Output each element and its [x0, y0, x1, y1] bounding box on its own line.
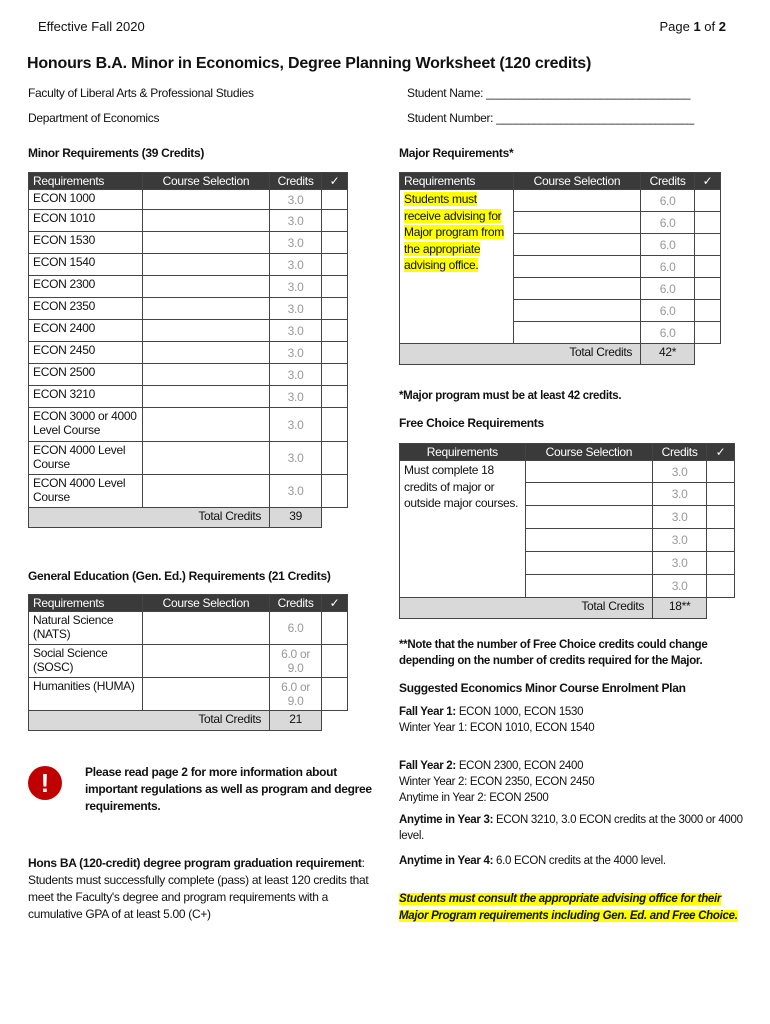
- check-cell[interactable]: [695, 190, 721, 212]
- graduation-text: Students must successfully complete (pass) at least 120 credits that meet the Faculty's degree and program requirements with a cumulative GPA of at least 5.00 (C+): [28, 873, 369, 921]
- credits: 6.0: [641, 190, 695, 212]
- course-selection-cell[interactable]: [525, 529, 652, 552]
- course-selection-cell[interactable]: [142, 190, 269, 210]
- total-label: Total Credits: [29, 711, 270, 731]
- course-selection-cell[interactable]: [513, 212, 640, 234]
- course-selection-cell[interactable]: [513, 278, 640, 300]
- credits: 3.0: [270, 210, 322, 232]
- course-selection-cell[interactable]: [513, 234, 640, 256]
- course-selection-cell[interactable]: [513, 190, 640, 212]
- check-cell[interactable]: [322, 254, 348, 276]
- credits: 6.0: [641, 234, 695, 256]
- table-row: [29, 342, 348, 364]
- req: Social Science (SOSC): [29, 645, 143, 678]
- check-cell[interactable]: [695, 256, 721, 278]
- check-cell[interactable]: [707, 529, 735, 552]
- course-selection-cell[interactable]: [142, 678, 269, 711]
- col-course-selection: Course Selection: [525, 444, 652, 461]
- course-selection-cell[interactable]: [142, 342, 269, 364]
- credits: 6.0: [641, 256, 695, 278]
- plan-year3: Anytime in Year 3: ECON 3210, 3.0 ECON credits at the 3000 or 4000 level.: [399, 814, 743, 842]
- table-row: [29, 276, 348, 298]
- check-cell[interactable]: [707, 552, 735, 575]
- total-label: Total Credits: [400, 598, 653, 619]
- check-cell[interactable]: [322, 612, 348, 645]
- table-header: [29, 595, 348, 612]
- table-header: [29, 173, 348, 190]
- table-row: [29, 386, 348, 408]
- page-title: Honours B.A. Minor in Economics, Degree Planning Worksheet (120 credits): [27, 55, 592, 72]
- course-selection-cell[interactable]: [525, 483, 652, 506]
- table-row: [29, 364, 348, 386]
- plan-year4: Anytime in Year 4: 6.0 ECON credits at the 4000 level.: [399, 855, 666, 867]
- credits: 3.0: [270, 386, 322, 408]
- credits: 3.0: [270, 364, 322, 386]
- check-cell[interactable]: [707, 506, 735, 529]
- page-number: Page 1 of 2: [659, 19, 726, 34]
- req: ECON 1530: [29, 232, 143, 254]
- col-credits: Credits: [641, 173, 695, 190]
- col-requirements: Requirements: [400, 444, 526, 461]
- minor-table: [28, 172, 348, 528]
- req: ECON 4000 Level Course: [29, 475, 143, 508]
- course-selection-cell[interactable]: [525, 552, 652, 575]
- course-selection-cell[interactable]: [142, 442, 269, 475]
- check-cell[interactable]: [322, 190, 348, 210]
- credits: 3.0: [653, 506, 707, 529]
- req: ECON 2400: [29, 320, 143, 342]
- check-cell[interactable]: [322, 232, 348, 254]
- table-row: [29, 475, 348, 508]
- credits: 6.0: [641, 300, 695, 322]
- credits: 3.0: [270, 342, 322, 364]
- col-credits: Credits: [270, 595, 322, 612]
- credits: 3.0: [270, 408, 322, 442]
- check-cell[interactable]: [695, 234, 721, 256]
- major-note: *Major program must be at least 42 credits.: [399, 390, 622, 402]
- course-selection-cell[interactable]: [525, 575, 652, 598]
- table-row: [29, 190, 348, 210]
- req: ECON 1010: [29, 210, 143, 232]
- credits: 3.0: [270, 232, 322, 254]
- alert-icon: !: [28, 766, 62, 800]
- total-value: 42*: [641, 344, 695, 365]
- total-label: Total Credits: [400, 344, 641, 365]
- check-cell[interactable]: [695, 278, 721, 300]
- col-course-selection: Course Selection: [513, 173, 640, 190]
- credits: 3.0: [270, 254, 322, 276]
- plan-heading: Suggested Economics Minor Course Enrolment Plan: [399, 681, 686, 695]
- check-cell[interactable]: [707, 483, 735, 506]
- col-requirements: Requirements: [29, 595, 143, 612]
- total-row: [400, 344, 721, 365]
- total-row: [29, 711, 348, 731]
- col-course-selection: Course Selection: [142, 595, 269, 612]
- major-heading: Major Requirements*: [399, 146, 514, 160]
- gened-heading: General Education (Gen. Ed.) Requirements (21 Credits): [28, 569, 331, 583]
- faculty: Faculty of Liberal Arts & Professional Studies: [28, 86, 254, 100]
- credits: 3.0: [653, 529, 707, 552]
- check-cell[interactable]: [695, 212, 721, 234]
- check-cell[interactable]: [322, 386, 348, 408]
- course-selection-cell[interactable]: [513, 300, 640, 322]
- req: ECON 3210: [29, 386, 143, 408]
- table-row: [29, 612, 348, 645]
- checkmark-icon: ✓: [707, 444, 735, 461]
- credits: 3.0: [270, 320, 322, 342]
- check-cell[interactable]: [695, 300, 721, 322]
- course-selection-cell[interactable]: [142, 254, 269, 276]
- free-choice-heading: Free Choice Requirements: [399, 416, 544, 430]
- total-label: Total Credits: [29, 508, 270, 528]
- req: ECON 3000 or 4000 Level Course: [29, 408, 143, 442]
- course-selection-cell[interactable]: [513, 256, 640, 278]
- check-cell[interactable]: [322, 678, 348, 711]
- check-cell[interactable]: [322, 364, 348, 386]
- graduation-title: Hons BA (120-credit) degree program graduation requirement: [28, 856, 362, 870]
- req: ECON 2300: [29, 276, 143, 298]
- table-header: [400, 173, 721, 190]
- req: ECON 1540: [29, 254, 143, 276]
- table-row: [29, 678, 348, 711]
- req: Natural Science (NATS): [29, 612, 143, 645]
- req: ECON 2450: [29, 342, 143, 364]
- major-table: [399, 172, 721, 365]
- free-choice-advice: Must complete 18 credits of major or outside major courses.: [400, 461, 526, 598]
- credits: 6.0: [641, 322, 695, 344]
- course-selection-cell[interactable]: [142, 320, 269, 342]
- check-cell[interactable]: [707, 461, 735, 483]
- col-requirements: Requirements: [29, 173, 143, 190]
- course-selection-cell[interactable]: [525, 506, 652, 529]
- alert-text: Please read page 2 for more information about important regulations as well as program and degree requirements.: [85, 765, 372, 813]
- credits: 6.0 or 9.0: [270, 678, 322, 711]
- gened-table: [28, 594, 348, 731]
- course-selection-cell[interactable]: [513, 322, 640, 344]
- major-advice-cell: [400, 190, 514, 344]
- col-credits: Credits: [270, 173, 322, 190]
- plan-year1: Fall Year 1: ECON 1000, ECON 1530 Winter Year 1: ECON 1010, ECON 1540: [399, 706, 595, 734]
- req: ECON 2500: [29, 364, 143, 386]
- major-advice: Students must receive advising for Major program from the appropriate advising office.: [404, 192, 504, 272]
- plan-year2: Fall Year 2: ECON 2300, ECON 2400 Winter Year 2: ECON 2350, ECON 2450 Anytime in Year 2: ECON 2500: [399, 760, 595, 804]
- col-requirements: Requirements: [400, 173, 514, 190]
- course-selection-cell[interactable]: [142, 210, 269, 232]
- table-row: [29, 408, 348, 442]
- col-credits: Credits: [653, 444, 707, 461]
- check-cell[interactable]: [322, 210, 348, 232]
- department: Department of Economics: [28, 111, 160, 125]
- credits: 3.0: [270, 298, 322, 320]
- credits: 3.0: [270, 475, 322, 508]
- graduation-requirement: Hons BA (120-credit) degree program graduation requirement: Students must successfully complete (pass) at least 120 credits that meet the Faculty's degree and program requirements with a cumulative GPA of at least 5.00 (C+): [28, 856, 369, 921]
- free-choice-table: [399, 443, 735, 619]
- table-row: [29, 298, 348, 320]
- checkmark-icon: ✓: [322, 173, 348, 190]
- total-value: 39: [270, 508, 322, 528]
- credits: 3.0: [653, 552, 707, 575]
- free-choice-note: **Note that the number of Free Choice credits could change depending on the number of credits required for the Major.: [399, 639, 708, 667]
- table-header: [400, 444, 735, 461]
- course-selection-cell[interactable]: [142, 475, 269, 508]
- table-row: [400, 461, 735, 483]
- table-row: [400, 190, 721, 212]
- check-cell[interactable]: [322, 408, 348, 442]
- advising-notice: Students must consult the appropriate advising office for their Major Program requirements including Gen. Ed. and Free Choice.: [399, 893, 738, 922]
- check-cell[interactable]: [322, 442, 348, 475]
- req: ECON 2350: [29, 298, 143, 320]
- check-cell[interactable]: [707, 575, 735, 598]
- course-selection-cell[interactable]: [142, 364, 269, 386]
- req: ECON 4000 Level Course: [29, 442, 143, 475]
- course-selection-cell[interactable]: [142, 276, 269, 298]
- course-selection-cell[interactable]: [525, 461, 652, 483]
- req: Humanities (HUMA): [29, 678, 143, 711]
- credits: 3.0: [270, 442, 322, 475]
- course-selection-cell[interactable]: [142, 386, 269, 408]
- credits: 6.0: [641, 212, 695, 234]
- credits: 3.0: [653, 461, 707, 483]
- check-cell[interactable]: [695, 322, 721, 344]
- check-cell[interactable]: [322, 645, 348, 678]
- credits: 6.0 or 9.0: [270, 645, 322, 678]
- minor-heading: Minor Requirements (39 Credits): [28, 146, 205, 160]
- course-selection-cell[interactable]: [142, 612, 269, 645]
- credits: 3.0: [653, 575, 707, 598]
- credits: 3.0: [270, 276, 322, 298]
- col-course-selection: Course Selection: [142, 173, 269, 190]
- student-name-field[interactable]: Student Name: ________________________________: [407, 86, 691, 100]
- total-row: [400, 598, 735, 619]
- effective-date: Effective Fall 2020: [38, 19, 145, 34]
- total-value: 18**: [653, 598, 707, 619]
- table-row: [29, 320, 348, 342]
- table-row: [29, 442, 348, 475]
- check-cell[interactable]: [322, 276, 348, 298]
- table-row: [29, 254, 348, 276]
- course-selection-cell[interactable]: [142, 298, 269, 320]
- check-cell[interactable]: [322, 298, 348, 320]
- table-row: [29, 210, 348, 232]
- credits: 6.0: [641, 278, 695, 300]
- checkmark-icon: ✓: [695, 173, 721, 190]
- table-row: [29, 645, 348, 678]
- check-cell[interactable]: [322, 342, 348, 364]
- req: ECON 1000: [29, 190, 143, 210]
- credits: 3.0: [270, 190, 322, 210]
- total-value: 21: [270, 711, 322, 731]
- table-row: [29, 232, 348, 254]
- course-selection-cell[interactable]: [142, 645, 269, 678]
- course-selection-cell[interactable]: [142, 232, 269, 254]
- check-cell[interactable]: [322, 475, 348, 508]
- course-selection-cell[interactable]: [142, 408, 269, 442]
- credits: 6.0: [270, 612, 322, 645]
- checkmark-icon: ✓: [322, 595, 348, 612]
- credits: 3.0: [653, 483, 707, 506]
- check-cell[interactable]: [322, 320, 348, 342]
- total-row: [29, 508, 348, 528]
- student-number-field[interactable]: Student Number: _______________________________: [407, 111, 694, 125]
